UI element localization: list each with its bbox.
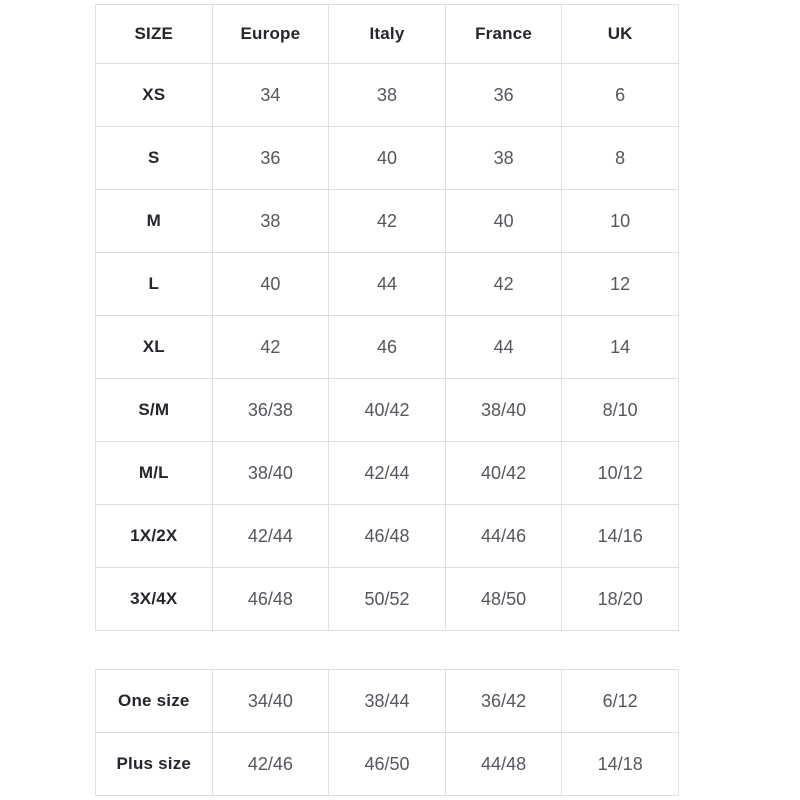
- size-value-cell: 42/44: [212, 505, 329, 568]
- table-row: [96, 127, 679, 190]
- special-size-table-body: [96, 670, 679, 796]
- size-value-cell: 46: [329, 316, 446, 379]
- size-value-cell: 6/12: [562, 670, 679, 733]
- size-value-cell: 38/40: [212, 442, 329, 505]
- size-value-cell: 44: [445, 316, 562, 379]
- size-value-cell: 40/42: [329, 379, 446, 442]
- size-label-cell: S/M: [96, 379, 213, 442]
- size-value-cell: 42: [445, 253, 562, 316]
- table-row: [96, 505, 679, 568]
- size-value-cell: 42/44: [329, 442, 446, 505]
- size-value-cell: 6: [562, 64, 679, 127]
- table-row: [96, 733, 679, 796]
- size-value-cell: 38: [445, 127, 562, 190]
- table-row: [96, 190, 679, 253]
- size-value-cell: 8: [562, 127, 679, 190]
- size-value-cell: 14/16: [562, 505, 679, 568]
- table-row: [96, 670, 679, 733]
- size-label-cell: Plus size: [96, 733, 213, 796]
- table-row: [96, 316, 679, 379]
- size-value-cell: 38/44: [329, 670, 446, 733]
- size-value-cell: 36: [212, 127, 329, 190]
- size-value-cell: 48/50: [445, 568, 562, 631]
- size-label-cell: XL: [96, 316, 213, 379]
- table-row: [96, 64, 679, 127]
- column-header-europe: Europe: [212, 5, 329, 64]
- size-conversion-table: [95, 4, 679, 631]
- size-value-cell: 36: [445, 64, 562, 127]
- size-conversion-section: [95, 4, 679, 796]
- table-row: [96, 253, 679, 316]
- size-value-cell: 38: [212, 190, 329, 253]
- size-label-cell: XS: [96, 64, 213, 127]
- size-value-cell: 10/12: [562, 442, 679, 505]
- size-value-cell: 40: [445, 190, 562, 253]
- size-label-cell: 3X/4X: [96, 568, 213, 631]
- size-value-cell: 12: [562, 253, 679, 316]
- header-row: [96, 5, 679, 64]
- size-value-cell: 44/46: [445, 505, 562, 568]
- table-row: [96, 379, 679, 442]
- size-value-cell: 44: [329, 253, 446, 316]
- column-header-uk: UK: [562, 5, 679, 64]
- size-value-cell: 46/48: [212, 568, 329, 631]
- table-row: [96, 442, 679, 505]
- size-value-cell: 42: [212, 316, 329, 379]
- size-value-cell: 44/48: [445, 733, 562, 796]
- size-value-cell: 40: [329, 127, 446, 190]
- table-row: [96, 568, 679, 631]
- size-label-cell: One size: [96, 670, 213, 733]
- size-table-body: [96, 64, 679, 631]
- size-value-cell: 46/50: [329, 733, 446, 796]
- column-header-france: France: [445, 5, 562, 64]
- size-value-cell: 40/42: [445, 442, 562, 505]
- size-label-cell: 1X/2X: [96, 505, 213, 568]
- size-value-cell: 14/18: [562, 733, 679, 796]
- size-value-cell: 42: [329, 190, 446, 253]
- size-table-header: [96, 5, 679, 64]
- size-label-cell: M: [96, 190, 213, 253]
- special-size-table: [95, 669, 679, 796]
- size-value-cell: 10: [562, 190, 679, 253]
- size-value-cell: 34/40: [212, 670, 329, 733]
- size-value-cell: 40: [212, 253, 329, 316]
- size-value-cell: 36/38: [212, 379, 329, 442]
- size-value-cell: 36/42: [445, 670, 562, 733]
- size-value-cell: 38: [329, 64, 446, 127]
- size-value-cell: 34: [212, 64, 329, 127]
- column-header-size: SIZE: [96, 5, 213, 64]
- size-label-cell: S: [96, 127, 213, 190]
- size-value-cell: 14: [562, 316, 679, 379]
- size-value-cell: 50/52: [329, 568, 446, 631]
- size-value-cell: 18/20: [562, 568, 679, 631]
- size-label-cell: M/L: [96, 442, 213, 505]
- column-header-italy: Italy: [329, 5, 446, 64]
- size-value-cell: 42/46: [212, 733, 329, 796]
- size-label-cell: L: [96, 253, 213, 316]
- size-value-cell: 38/40: [445, 379, 562, 442]
- size-value-cell: 8/10: [562, 379, 679, 442]
- size-value-cell: 46/48: [329, 505, 446, 568]
